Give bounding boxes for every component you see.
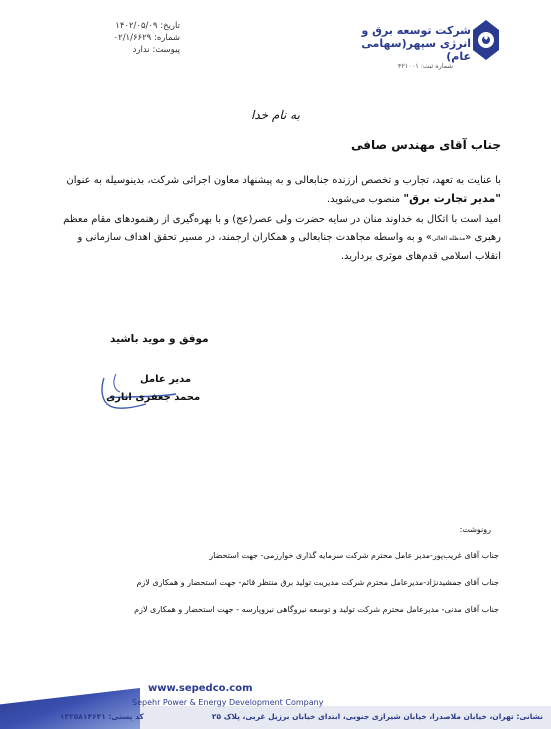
- body-p2-part2: » و به واسطه مجاهدت جنابعالی و همکاران ارجمند، در مسیر تحقق اهداف سازمانی و انقلاب اسلامی قدم‌های موثری بردارید.: [77, 232, 501, 262]
- addressee: جناب آقای مهندس صافی: [351, 138, 501, 152]
- footer-company-en: Sepehr Power & Energy Development Company: [132, 698, 324, 707]
- body-p2-part1: امید است با اتکال به خداوند منان در سایه حضرت ولی عصر(عج) و با بهره‌گیری از رهنمودهای مقام معظم رهبری «: [63, 214, 501, 243]
- body-paragraph-1: [53, 172, 501, 209]
- company-logo-icon: [471, 18, 501, 62]
- letter-date: تاریخ: ۱۴۰۲/۰۵/۰۹: [115, 21, 180, 31]
- cc-item: جناب آقای مدنی- مدیرعامل محترم شرکت تولید و توسعه نیروگاهی نیروپارسه - جهت استحضار و همکاری لازم: [134, 605, 499, 614]
- letter-meta: [60, 20, 180, 56]
- body-p1-part2: منصوب می‌شوید.: [326, 194, 401, 205]
- cc-item: جناب آقای غریب‌پور-مدیر عامل محترم شرکت سرمایه گذاری خوارزمی- جهت استحضار: [209, 551, 499, 560]
- cc-item: جناب آقای جمشیدنژاد-مدیرعامل محترم شرکت مدیریت تولید برق منتظر قائم- جهت استحضار و همکاری لازم: [136, 578, 499, 587]
- body-p1-part1: با عنایت به تعهد، تجارب و تخصص ارزنده جنابعالی و به پیشنهاد معاون اجرائی شرکت، بدینوسیله به عنوان: [66, 175, 501, 186]
- letter-body: [53, 172, 501, 268]
- company-logo: [351, 18, 501, 78]
- company-name: شرکت توسعه برق و انرژی سپهر(سهامی عام): [361, 24, 471, 63]
- closing-phrase: موفق و موید باشید: [110, 333, 209, 345]
- body-p2-honorific: مدظله العالی: [431, 235, 466, 242]
- letter-number: شماره: ۰۲/۱/۶۶۲۹: [113, 33, 180, 43]
- footer-address: نشانی: تهران، خیابان ملاصدرا، خیابان شیرازی جنوبی، ابتدای خیابان برزیل غربی، پلاک ۲۵: [211, 712, 543, 721]
- letter-attachment: پیوست: ندارد: [132, 45, 180, 55]
- appointed-position: "مدیر تجارت برق": [403, 192, 501, 205]
- registration-number: شماره ثبت: ۴۲۱۰۰۱: [397, 62, 453, 70]
- cc-heading: رونوشت:: [459, 525, 491, 534]
- footer-postal-code: کد پستی: ۱۴۳۵۸۱۴۶۴۱: [60, 712, 144, 721]
- footer-decoration: [0, 688, 140, 729]
- footer-website: www.sepedco.com: [148, 683, 253, 694]
- signatory-title: مدیر عامل: [140, 374, 192, 385]
- body-paragraph-2: [53, 211, 501, 266]
- bismillah: به نام خدا: [251, 108, 300, 122]
- signatory-name: محمد جعفری اناری: [106, 392, 201, 403]
